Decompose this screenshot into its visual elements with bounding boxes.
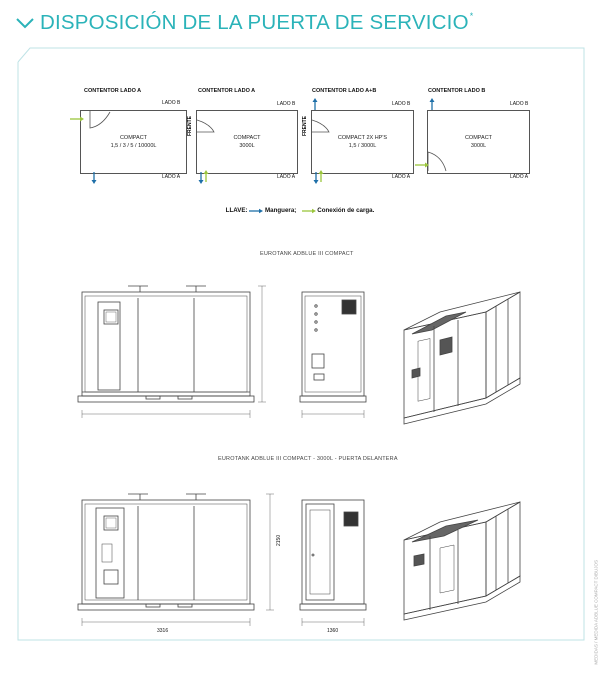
front-label: FRENTE [302,116,308,136]
isometric-view-2 [404,502,520,620]
container-capacity: 3000L [239,143,255,149]
front-label: FRENTE [187,116,193,136]
section-1-title: EUROTANK ADBLUE III COMPACT [260,251,354,257]
legend-hose: Manguera; [265,207,297,214]
page-title: DISPOSICIÓN DE LA PUERTA DE SERVICIO* [40,11,474,34]
side-b-label: LADO B [277,101,296,107]
side-a-label: LADO A [162,174,181,180]
side-b-label: LADO B [162,100,181,106]
legend-prefix: LLAVE: [225,207,248,214]
dimension-height: 2150 [276,534,282,546]
side-b-label: LADO B [510,101,529,107]
container-capacity: 1,5 / 3000L [348,143,377,149]
side-view-2 [300,500,366,626]
side-a-label: LADO A [392,174,411,180]
container-capacity: 1,5 / 3 / 5 / 10000L [110,143,157,149]
layout-heading: CONTENTOR LADO A+B [312,88,377,94]
front-view-2 [78,494,274,626]
container-model: COMPACT [119,135,148,141]
container-model: COMPACT [233,135,261,141]
layout-heading: CONTENTOR LADO B [428,88,486,94]
side-note: MEDIDAS / MEDIDA ADBLUE COMPACT DIBUJOS [594,560,599,665]
side-b-label: LADO B [392,101,411,107]
container-model: COMPACT 2X HP'S [337,135,388,141]
section-2-title: EUROTANK ADBLUE III COMPACT - 3000L - PUERTA DELANTERA [218,456,398,462]
dimension-depth: 1360 [327,628,339,634]
layout-heading: CONTENTOR LADO A [198,88,256,94]
side-a-label: LADO A [277,174,296,180]
dimension-width: 3316 [157,628,169,634]
container-model: COMPACT [464,135,493,141]
layout-heading: CONTENTOR LADO A [84,88,142,94]
side-a-label: LADO A [510,174,529,180]
container-capacity: 3000L [470,143,487,149]
legend-charge: Conexión de carga. [317,207,375,214]
